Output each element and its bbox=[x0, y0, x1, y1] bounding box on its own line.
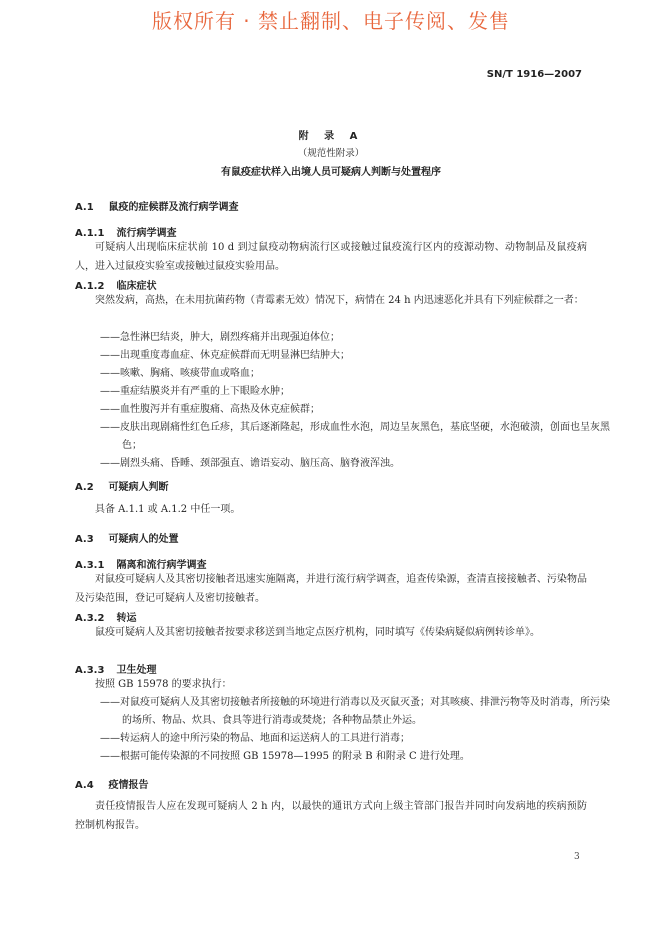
section-heading-a33 bbox=[75, 661, 156, 676]
section-number: A.4 bbox=[75, 780, 94, 791]
section-heading-a31 bbox=[75, 556, 206, 571]
paragraph-a2: 具备 A.1.1 或 A.1.2 中任一项。 bbox=[95, 504, 241, 515]
section-number: A.3.3 bbox=[75, 665, 105, 676]
section-heading-a1 bbox=[75, 198, 238, 213]
copyright-banner: 版权所有 · 禁止翻制、电子传阅、发售 bbox=[151, 9, 511, 33]
list-item: ——对鼠疫可疑病人及其密切接触者所接触的环境进行消毒以及灭鼠灭蚤；对其咳痰、排泄污物等及时消毒，所污染的场所、物品、炊具、食具等进行消毒或焚烧；各种物品禁止外运。 bbox=[100, 697, 610, 726]
appendix-subtitle: （规范性附录） bbox=[297, 148, 365, 159]
paragraph-a4: 责任疫情报告人应在发现可疑病人 2 h 内，以最快的通讯方式向上级主管部门报告并同时向发病地的疾病预防控制机构报告。 bbox=[75, 801, 587, 831]
list-item: ——重症结膜炎并有严重的上下眼睑水肿； bbox=[100, 386, 290, 397]
section-number: A.3.1 bbox=[75, 560, 105, 571]
section-title: 转运 bbox=[116, 613, 137, 624]
section-title: 疫情报告 bbox=[108, 780, 149, 791]
section-heading-a3 bbox=[75, 530, 178, 545]
section-heading-a11 bbox=[75, 224, 176, 239]
section-heading-a32 bbox=[75, 609, 136, 624]
paragraph-a32: 鼠疫可疑病人及其密切接触者按要求移送到当地定点医疗机构，同时填写《传染病疑似病例转诊单》。 bbox=[95, 627, 540, 638]
list-item: ——根据可能传染源的不同按照 GB 15978—1995 的附录 B 和附录 C 进行处理。 bbox=[100, 751, 470, 762]
list-item: ——血性腹泻并有重症腹痛、高热及休克症候群； bbox=[100, 404, 320, 415]
section-title: 卫生处理 bbox=[116, 665, 157, 676]
list-item: ——剧烈头痛、昏睡、颈部强直、谵语妄动、脑压高、脑脊液浑浊。 bbox=[100, 458, 400, 469]
section-number: A.2 bbox=[75, 482, 94, 493]
page-number: 3 bbox=[574, 852, 580, 862]
section-title: 鼠疫的症候群及流行病学调查 bbox=[108, 202, 239, 213]
section-title: 可疑病人的处置 bbox=[108, 534, 179, 545]
section-number: A.1.2 bbox=[75, 281, 105, 292]
section-number: A.3.2 bbox=[75, 613, 105, 624]
appendix-heading: 有鼠疫症状样入出境人员可疑病人判断与处置程序 bbox=[221, 167, 441, 178]
paragraph-a31: 对鼠疫可疑病人及其密切接触者迅速实施隔离，并进行流行病学调查，追查传染源，查清直接接触者、污染物品及污染范围，登记可疑病人及密切接触者。 bbox=[75, 574, 587, 604]
list-item: ——转运病人的途中所污染的物品、地面和运送病人的工具进行消毒； bbox=[100, 733, 410, 744]
section-number: A.1.1 bbox=[75, 228, 105, 239]
paragraph-a12: 突然发病，高热，在未用抗菌药物（青霉素无效）情况下，病情在 24 h 内迅速恶化并具有下列症候群之一者： bbox=[95, 295, 584, 306]
section-title: 可疑病人判断 bbox=[108, 482, 169, 493]
section-heading-a2 bbox=[75, 478, 168, 493]
list-item: ——皮肤出现剧痛性红色丘疹，其后逐渐隆起，形成血性水泡，周边呈灰黑色，基底坚硬，水泡破溃，创面也呈灰黑色； bbox=[100, 422, 610, 451]
section-number: A.3 bbox=[75, 534, 94, 545]
paragraph-a11: 可疑病人出现临床症状前 10 d 到过鼠疫动物病流行区或接触过鼠疫流行区内的疫源动物、动物制品及鼠疫病人，进入过鼠疫实验室或接触过鼠疫实验用品。 bbox=[75, 242, 587, 272]
section-title: 隔离和流行病学调查 bbox=[116, 560, 207, 571]
standard-number: SN/T 1916—2007 bbox=[486, 69, 582, 80]
section-heading-a12 bbox=[75, 277, 156, 292]
section-heading-a4 bbox=[75, 776, 148, 791]
appendix-title: 附 录 A bbox=[298, 131, 364, 142]
paragraph-a33: 按照 GB 15978 的要求执行： bbox=[95, 679, 232, 690]
section-title: 临床症状 bbox=[116, 281, 157, 292]
list-item: ——急性淋巴结炎，肿大，剧烈疼痛并出现强迫体位； bbox=[100, 332, 340, 343]
list-item: ——咳嗽、胸痛、咳痰带血或咯血； bbox=[100, 368, 260, 379]
section-number: A.1 bbox=[75, 202, 94, 213]
section-title: 流行病学调查 bbox=[116, 228, 177, 239]
list-item: ——出现重度毒血症、休克症候群而无明显淋巴结肿大； bbox=[100, 350, 350, 361]
